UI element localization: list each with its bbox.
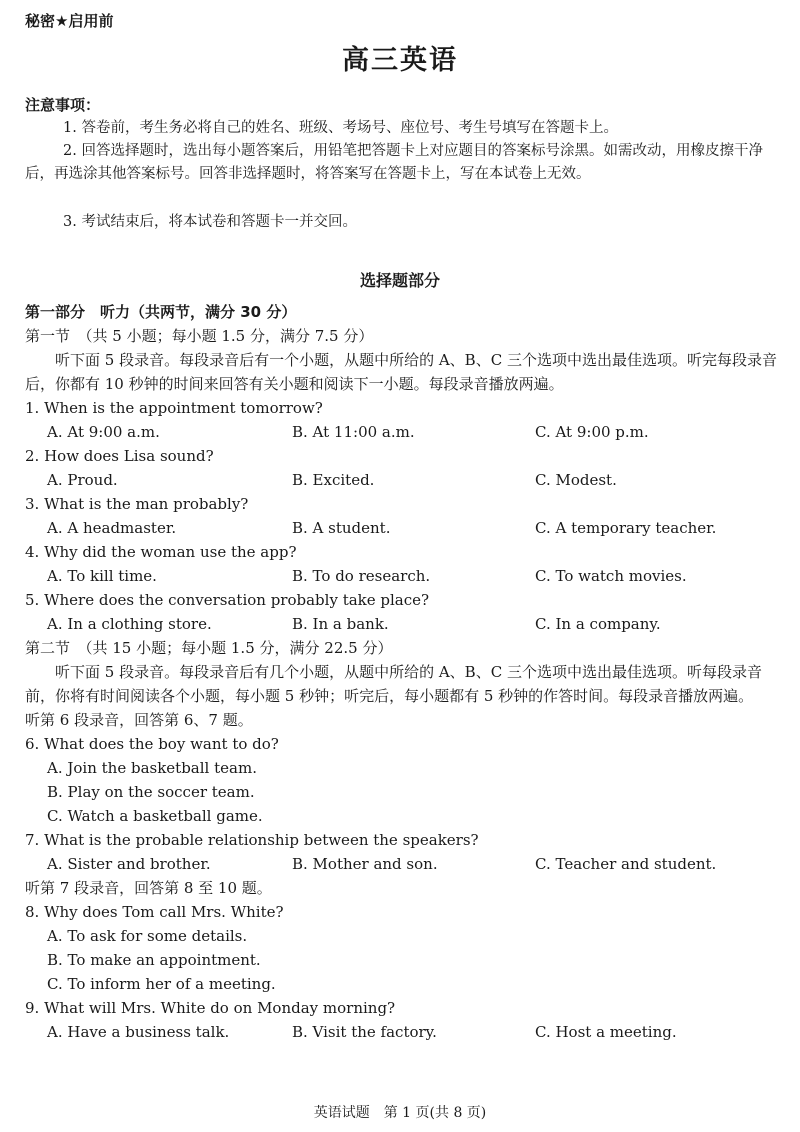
- question-1: [25, 396, 780, 444]
- option-a: A. To kill time.: [47, 567, 157, 585]
- confidential-label: 秘密★启用前: [25, 12, 114, 30]
- section-title: 选择题部分: [359, 271, 440, 290]
- question-text: 8. Why does Tom call Mrs. White?: [25, 903, 284, 921]
- option-a: A. To ask for some details.: [47, 927, 248, 945]
- option-c: C. Watch a basketball game.: [47, 807, 263, 825]
- sec2-title: 第二节 （共 15 小题；每小题 1.5 分，满分 22.5 分）: [25, 639, 393, 657]
- question-text: 3. What is the man probably?: [25, 495, 249, 513]
- option-a: A. Sister and brother.: [47, 855, 211, 873]
- page-title: 高三英语: [342, 45, 458, 76]
- question-9: [25, 996, 780, 1044]
- option-c: C. To watch movies.: [535, 567, 687, 585]
- option-a: A. In a clothing store.: [47, 615, 212, 633]
- part1-title: 第一部分 听力（共两节，满分 30 分）: [25, 303, 297, 321]
- option-b: B. In a bank.: [292, 615, 389, 633]
- option-b: B. At 11:00 a.m.: [292, 423, 415, 441]
- option-c: C. Teacher and student.: [535, 855, 717, 873]
- option-a: A. Join the basketball team.: [47, 759, 257, 777]
- question-2: [25, 444, 780, 492]
- option-a: A. At 9:00 a.m.: [47, 423, 160, 441]
- question-6: [25, 732, 780, 828]
- page-footer: 英语试题 第 1 页(共 8 页): [313, 1105, 487, 1121]
- option-b: B. Excited.: [292, 471, 375, 489]
- option-c: C. At 9:00 p.m.: [535, 423, 649, 441]
- listen-6-label: 听第 6 段录音，回答第 6、7 题。: [25, 711, 253, 729]
- sec2-instructions: 听下面 5 段录音。每段录音后有几个小题，从题中所给的 A、B、C 三个选项中选出最佳选项。听每段录音前，你将有时间阅读各个小题，每小题 5 秒钟；听完后，每小题都有 5 秒钟的作答时间。每段录音播放两遍。: [25, 663, 762, 705]
- option-a: A. A headmaster.: [47, 519, 177, 537]
- listen-7-label: 听第 7 段录音，回答第 8 至 10 题。: [25, 879, 272, 897]
- notice-item-2: 2. 回答选择题时，选出每小题答案后，用铅笔把答题卡上对应题目的答案标号涂黑。如需改动，用橡皮擦干净后，再选涂其他答案标号。回答非选择题时，将答案写在答题卡上，写在本试卷上无效。: [25, 143, 763, 182]
- option-c: C. Host a meeting.: [535, 1023, 677, 1041]
- option-b: B. Play on the soccer team.: [47, 783, 255, 801]
- option-b: B. To make an appointment.: [47, 951, 261, 969]
- option-c: C. To inform her of a meeting.: [47, 975, 276, 993]
- question-text: 7. What is the probable relationship between the speakers?: [25, 831, 479, 849]
- option-b: B. Visit the factory.: [292, 1023, 437, 1041]
- question-text: 4. Why did the woman use the app?: [25, 543, 297, 561]
- option-a: A. Proud.: [47, 471, 118, 489]
- notice-heading: 注意事项：: [25, 96, 101, 114]
- question-8: [25, 900, 780, 996]
- sec1-title: 第一节 （共 5 小题；每小题 1.5 分，满分 7.5 分）: [25, 327, 374, 345]
- option-b: B. Mother and son.: [292, 855, 438, 873]
- option-b: B. To do research.: [292, 567, 431, 585]
- listening-part: [25, 300, 780, 1044]
- question-3: [25, 492, 780, 540]
- question-text: 5. Where does the conversation probably take place?: [25, 591, 430, 609]
- option-a: A. Have a business talk.: [47, 1023, 230, 1041]
- option-c: C. A temporary teacher.: [535, 519, 717, 537]
- notice-item-1: 1. 答卷前，考生务必将自己的姓名、班级、考场号、座位号、考生号填写在答题卡上。: [63, 120, 618, 136]
- option-c: C. In a company.: [535, 615, 661, 633]
- sec1-instructions: 听下面 5 段录音。每段录音后有一个小题，从题中所给的 A、B、C 三个选项中选出最佳选项。听完每段录音后，你都有 10 秒钟的时间来回答有关小题和阅读下一小题。每段录音播放两遍。: [25, 351, 777, 393]
- question-text: 9. What will Mrs. White do on Monday morning?: [25, 999, 396, 1017]
- question-5: [25, 588, 780, 636]
- question-4: [25, 540, 780, 588]
- option-b: B. A student.: [292, 519, 391, 537]
- option-c: C. Modest.: [535, 471, 617, 489]
- question-text: 1. When is the appointment tomorrow?: [25, 399, 323, 417]
- notice-item-3: 3. 考试结束后，将本试卷和答题卡一并交回。: [63, 214, 357, 230]
- question-text: 2. How does Lisa sound?: [25, 447, 214, 465]
- question-7: [25, 828, 780, 876]
- question-text: 6. What does the boy want to do?: [25, 735, 279, 753]
